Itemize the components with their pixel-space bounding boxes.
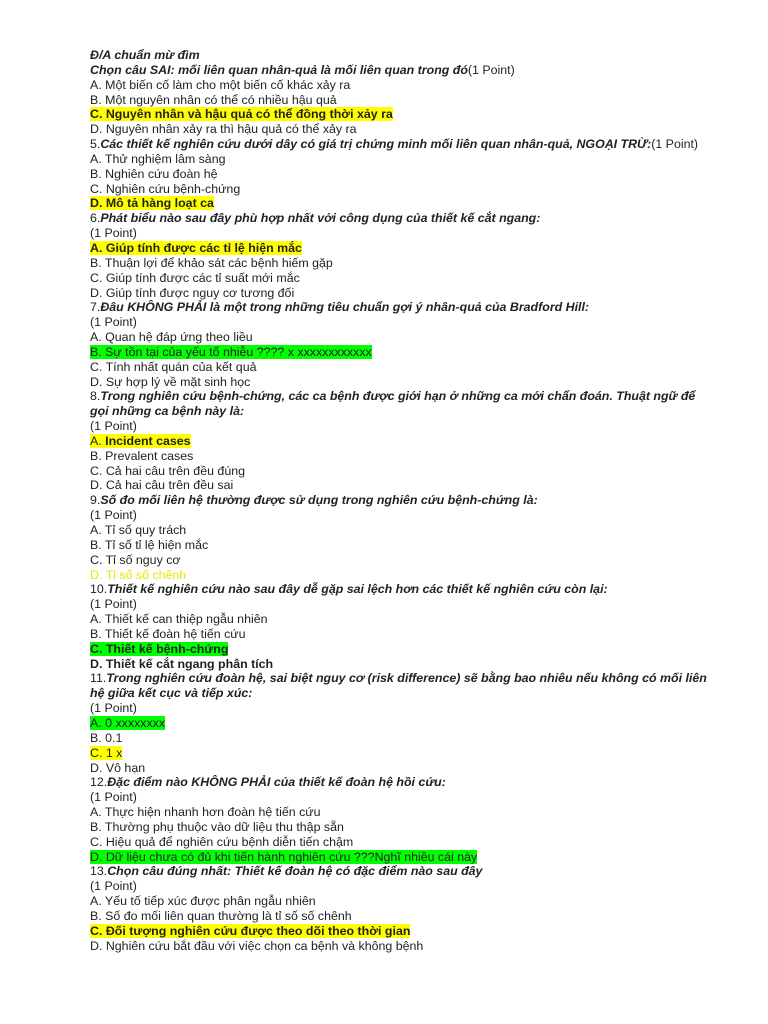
question-stem: Thiết kế nghiên cứu nào sau đây dễ gặp sai lệch hơn các thiết kế nghiên cứu còn lại: [107, 582, 608, 597]
answer-option-highlighted: A. 0 xxxxxxxx [90, 715, 166, 730]
question-points: (1 Point) [90, 790, 137, 805]
answer-option: A. Tỉ số quy trách [90, 523, 187, 537]
question-stem: Chọn câu đúng nhất: Thiết kế đoàn hệ có đặc điểm nào sau đây [107, 864, 483, 879]
answer-option-highlighted: B. Sự tồn tại của yếu tố nhiễu ???? x xxxxxxxxxxxx [90, 344, 372, 359]
question-number: 11. [90, 671, 107, 686]
question-12 [90, 775, 710, 790]
question-number: 12. [90, 775, 108, 790]
question-7 [90, 300, 710, 315]
document-title: Đ/A chuẩn mừ đìm [90, 48, 200, 62]
question-points: (1 Point) [90, 226, 137, 241]
answer-option: A. Quan hệ đáp ứng theo liều [90, 330, 253, 345]
answer-option: B. Prevalent cases [90, 448, 194, 463]
answer-option-highlighted: C. Đối tượng nghiên cứu được theo dõi theo thời gian [90, 923, 411, 938]
answer-option: C. Tỉ số nguy cơ [90, 552, 181, 567]
answer-option: A. Yếu tố tiếp xúc được phân ngẫu nhiên [90, 894, 316, 909]
answer-option: C. Hiệu quả để nghiên cứu bệnh diễn tiến chậm [90, 834, 354, 849]
question-points: (1 Point) [90, 701, 137, 716]
answer-option: D. Thiết kế cắt ngang phân tích [90, 656, 274, 671]
question-stem: Trong nghiên cứu bệnh-chứng, các ca bệnh được giới hạn ở những ca mới chẩn đoán. Thuật ngữ để gọi những ca bệnh này là: [90, 389, 696, 419]
answer-option: D. Nghiên cứu bắt đầu với việc chọn ca bệnh và không bệnh [90, 938, 424, 953]
question-13 [90, 864, 710, 879]
answer-option-highlighted: C. Thiết kế bệnh-chứng [90, 641, 229, 656]
answer-option-highlighted: A. Giúp tính được các tỉ lệ hiện mắc [90, 240, 302, 255]
question-10 [90, 582, 710, 597]
answer-option: B. Số đo mối liên quan thường là tỉ số số chênh [90, 908, 352, 923]
question-5 [90, 137, 710, 152]
answer-option: B. Tỉ số tỉ lệ hiện mắc [90, 537, 209, 552]
answer-option-highlighted: D. Tỉ số số chênh [90, 567, 187, 582]
question-points: (1 Point) [90, 597, 137, 612]
question-points: (1 Point) [90, 879, 137, 894]
question-6 [90, 211, 710, 226]
answer-option: A. Thử nghiệm lâm sàng [90, 151, 226, 166]
question-number: 7. [90, 300, 101, 315]
answer-option: B. Thường phụ thuộc vào dữ liệu thu thập sẵn [90, 819, 344, 834]
answer-option: C. Cả hai câu trên đều đúng [90, 463, 245, 478]
answer-option: B. Thiết kế đoàn hệ tiến cứu [90, 626, 246, 641]
question-points: (1 Point) [90, 315, 137, 330]
answer-option: D. Vô hạn [90, 760, 146, 775]
answer-prefix: A. [90, 433, 106, 448]
question-1 [90, 63, 710, 78]
question-number: 9. [90, 493, 101, 508]
question-number: 6. [90, 211, 101, 226]
answer-option: D. Nguyên nhân xảy ra thì hậu quả có thể xảy ra [90, 122, 357, 137]
answer-option: C. Giúp tính được các tỉ suất mới mắc [90, 270, 300, 285]
question-8 [90, 389, 710, 419]
answer-option-highlighted: C. 1 x [90, 745, 123, 760]
answer-option-highlighted: D. Dữ liệu chưa có đủ khi tiến hành nghiên cứu ???Nghĩ nhiều cái này [90, 849, 478, 864]
question-number: 10. [90, 582, 108, 597]
answer-option-highlighted: C. Nguyên nhân và hậu quả có thể đồng thời xảy ra [90, 107, 393, 122]
question-stem: Số đo mối liên hệ thường được sử dụng trong nghiên cứu bệnh-chứng là: [100, 493, 538, 508]
answer-option: B. 0.1 [90, 730, 123, 745]
answer-option: D. Cả hai câu trên đều sai [90, 478, 234, 493]
question-number: 13. [90, 864, 108, 879]
question-stem: Phát biểu nào sau đây phù hợp nhất với công dụng của thiết kế cắt ngang: [100, 211, 541, 226]
question-stem: Các thiết kế nghiên cứu dưới dây có giá trị chứng minh mối liên quan nhân-quả, NGOẠI TRỪ: [100, 137, 652, 152]
answer-option-highlighted: D. Mô tả hàng loạt ca [90, 196, 214, 211]
question-number: 8. [90, 389, 101, 404]
question-points: (1 Point) [651, 137, 699, 152]
answer-option: D. Giúp tính được nguy cơ tương đối [90, 285, 295, 300]
quiz-document [90, 48, 710, 953]
answer-option: C. Tính nhất quán của kết quả [90, 359, 257, 374]
question-stem: Đặc điểm nào KHÔNG PHẢI của thiết kế đoàn hệ hồi cứu: [107, 775, 446, 790]
question-number: 5. [90, 137, 101, 152]
question-points: (1 Point) [467, 62, 515, 77]
question-9 [90, 493, 710, 508]
question-11 [90, 671, 710, 701]
question-stem: Trong nghiên cứu đoàn hệ, sai biệt nguy cơ (risk difference) sẽ bằng bao nhiêu nếu không có mối liên hệ giữa kết cục và tiếp xúc: [90, 671, 707, 701]
question-points: (1 Point) [90, 508, 137, 523]
answer-option-highlighted [90, 434, 191, 448]
question-points: (1 Point) [90, 419, 137, 434]
answer-option: B. Một nguyên nhân có thể có nhiều hậu quả [90, 92, 337, 107]
answer-text: Incident cases [105, 433, 191, 448]
answer-option: A. Thực hiện nhanh hơn đoàn hệ tiến cứu [90, 805, 321, 820]
answer-option: A. Một biến cố làm cho một biến cố khác xảy ra [90, 77, 351, 92]
answer-option: C. Nghiên cứu bệnh-chứng [90, 181, 241, 196]
answer-option: B. Thuận lợi để khảo sát các bệnh hiếm gặp [90, 255, 333, 270]
answer-option: B. Nghiên cứu đoàn hệ [90, 166, 218, 181]
question-stem: Chọn câu SAI: mối liên quan nhân-quả là mối liên quan trong đó [90, 62, 468, 77]
answer-option: D. Sự hợp lý về mặt sinh học [90, 374, 251, 389]
question-stem: Đâu KHÔNG PHẢI là một trong những tiêu chuẩn gợi ý nhân-quả của Bradford Hill: [100, 300, 590, 315]
answer-option: A. Thiết kế can thiệp ngẫu nhiên [90, 612, 268, 627]
